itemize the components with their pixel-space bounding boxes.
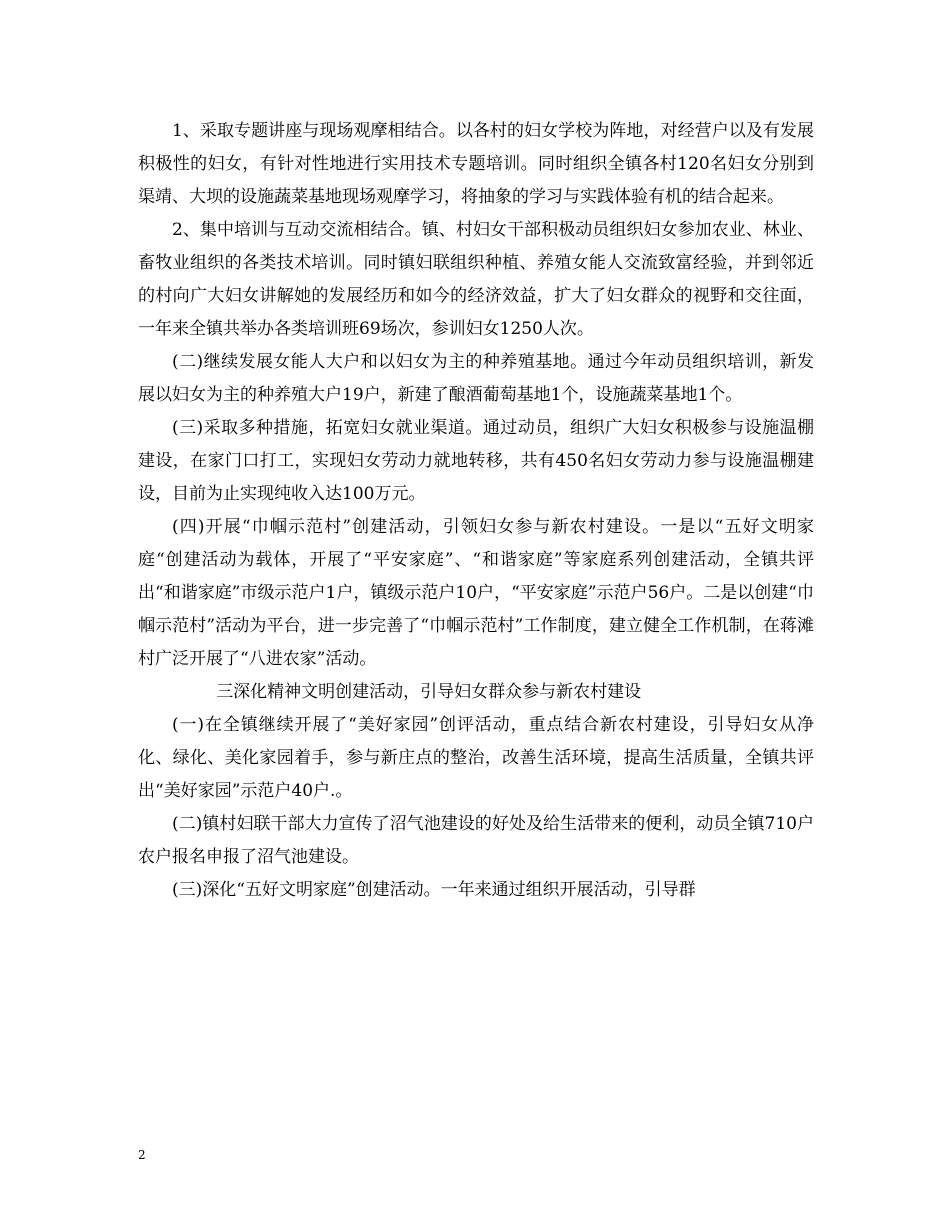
paragraph-centralized-training: 2、集中培训与互动交流相结合。镇、村妇女干部积极动员组织妇女参加农业、林业、畜牧业组织的各类技术培训。同时镇妇联组织种植、养殖女能人交流致富经验，并到邻近的村向广大妇女讲解她的发展经历和如今的经济效益，扩大了妇女群众的视野和交往面，一年来全镇共举办各类培训班69场次，参训妇女1250人次。: [138, 220, 814, 339]
document-body: [138, 115, 814, 907]
paragraph-beautiful-home: (一)在全镇继续开展了“美好家园”创评活动，重点结合新农村建设，引导妇女从净化、绿化、美化家园着手，参与新庄点的整治，改善生活环境，提高生活质量，全镇共评出“美好家园”示范户40户.。: [138, 715, 814, 801]
paragraph-employment-channels: (三)采取多种措施，拓宽妇女就业渠道。通过动员，组织广大妇女积极参与设施温棚建设，在家门口打工，实现妇女劳动力就地转移，共有450名妇女劳动力参与设施温棚建设，目前为止实现纯收入达100万元。: [138, 418, 814, 504]
paragraph-planting-bases: (二)继续发展女能人大户和以妇女为主的种养殖基地。通过今年动员组织培训，新发展以妇女为主的种养殖大户19户，新建了酿酒葡萄基地1个，设施蔬菜基地1个。: [138, 352, 814, 405]
paragraph-five-good-families: (三)深化“五好文明家庭”创建活动。一年来通过组织开展活动，引导群: [172, 880, 696, 900]
page-number: 2: [138, 1148, 146, 1162]
paragraph-biogas: (二)镇村妇联干部大力宣传了沼气池建设的好处及给生活带来的便利，动员全镇710户农户报名申报了沼气池建设。: [138, 814, 814, 867]
section-heading-spiritual-civilization: 三深化精神文明创建活动，引导妇女群众参与新农村建设: [216, 682, 642, 702]
paragraph-model-village: (四)开展“巾帼示范村”创建活动，引领妇女参与新农村建设。一是以“五好文明家庭“创建活动为载体，开展了“平安家庭”、“和谐家庭”等家庭系列创建活动，全镇共评出“和谐家庭”市级示范户1户，镇级示范户10户，“平安家庭”示范户56户。二是以创建“巾帼示范村”活动为平台，进一步完善了“巾帼示范村”工作制度，建立健全工作机制，在蒋滩村广泛开展了“八进农家”活动。: [138, 517, 814, 669]
paragraph-training-lectures: 1、采取专题讲座与现场观摩相结合。以各村的妇女学校为阵地，对经营户以及有发展积极性的妇女，有针对性地进行实用技术专题培训。同时组织全镇各村120名妇女分别到渠靖、大坝的设施蔬菜基地现场观摩学习，将抽象的学习与实践体验有机的结合起来。: [138, 121, 814, 207]
